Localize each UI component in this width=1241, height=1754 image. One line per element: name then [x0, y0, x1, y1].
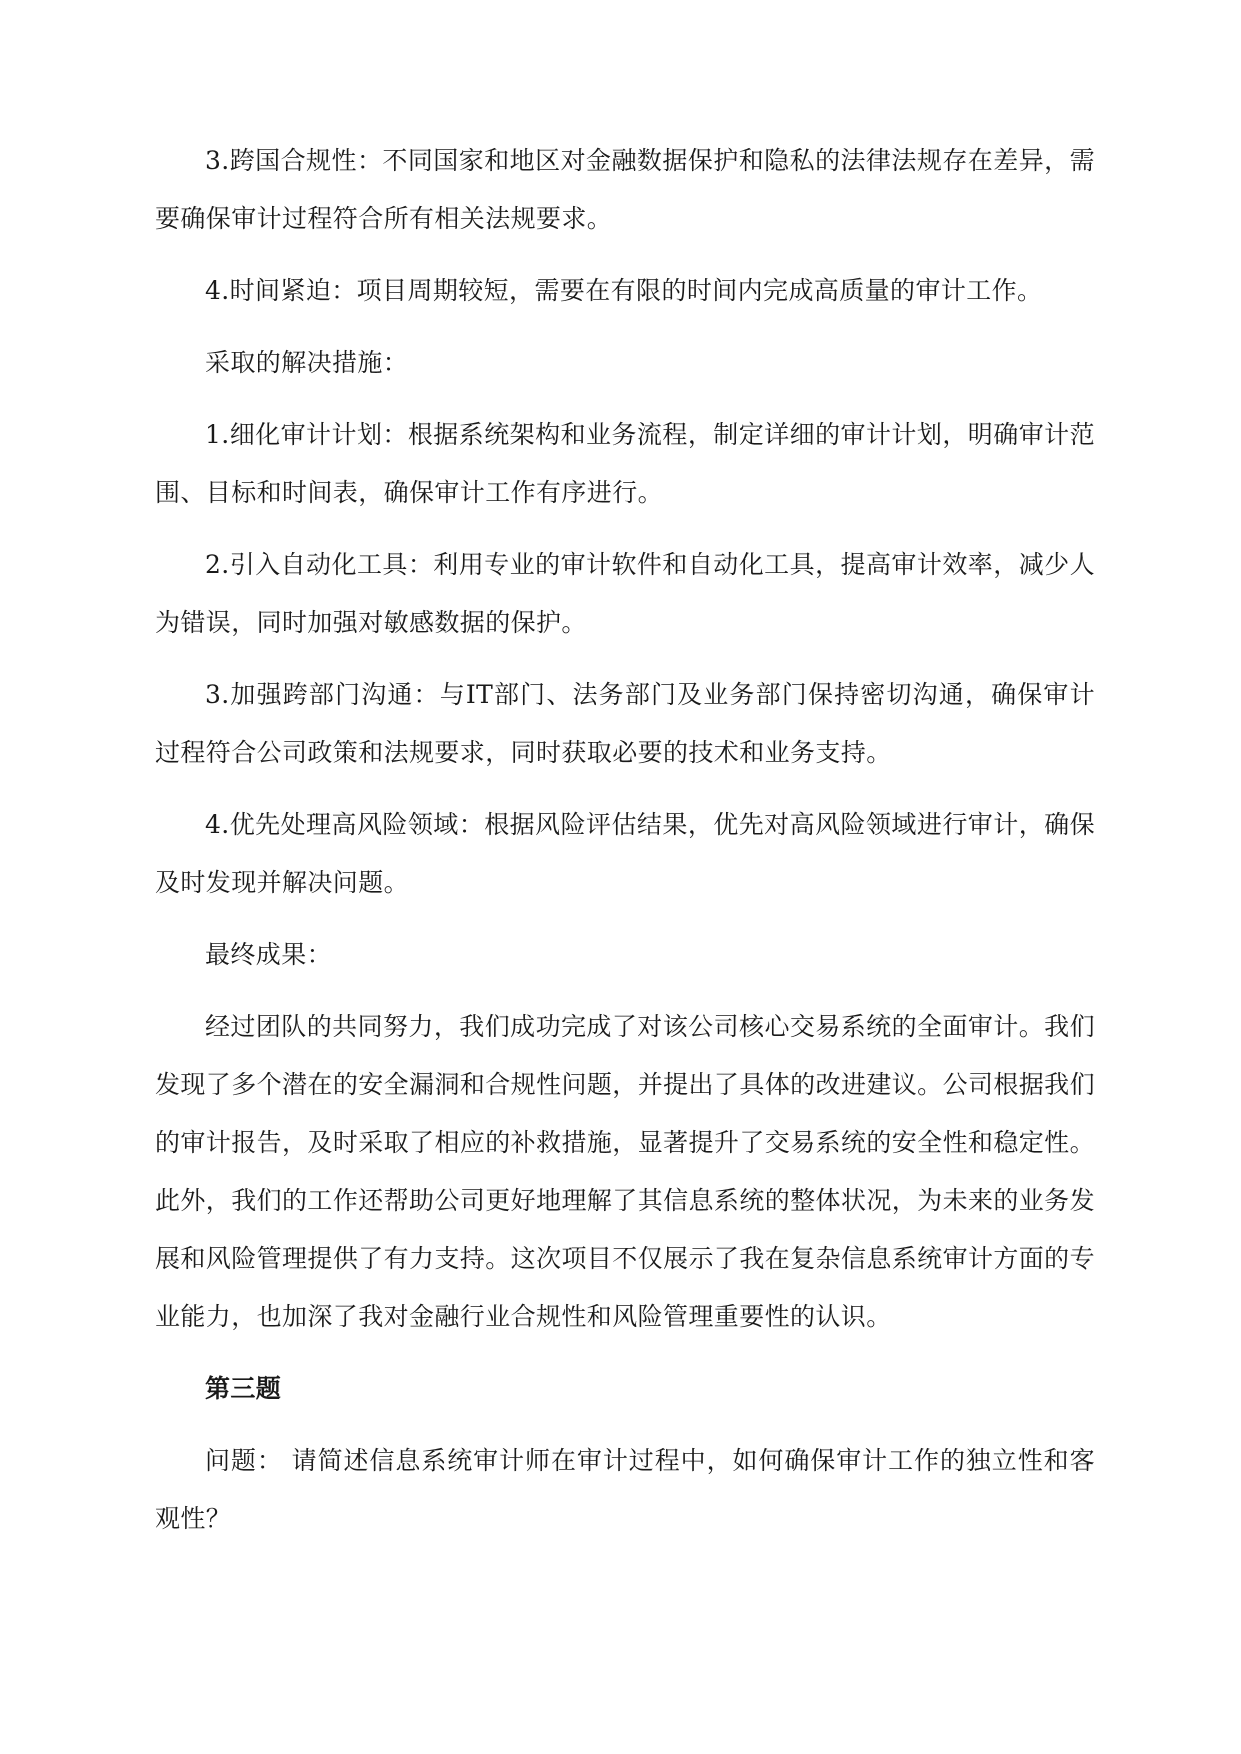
paragraph-high-risk-priority: 4.优先处理高风险领域：根据风险评估结果，优先对高风险领域进行审计，确保及时发现并解决问题。 [155, 810, 1095, 897]
paragraph-solutions-label: 采取的解决措施： [205, 348, 409, 377]
paragraph-automation-tools: 2.引入自动化工具：利用专业的审计软件和自动化工具，提高审计效率，减少人为错误，同时加强对敏感数据的保护。 [155, 550, 1095, 637]
section-heading: 第三题 [205, 1374, 282, 1403]
paragraph-final-results: 经过团队的共同努力，我们成功完成了对该公司核心交易系统的全面审计。我们发现了多个潜在的安全漏洞和合规性问题，并提出了具体的改进建议。公司根据我们的审计报告，及时采取了相应的补救措施，显著提升了交易系统的安全性和稳定性。此外，我们的工作还帮助公司更好地理解了其信息系统的整体状况，为未来的业务发展和风险管理提供了有力支持。这次项目不仅展示了我在复杂信息系统审计方面的专业能力，也加深了我对金融行业合规性和风险管理重要性的认识。 [155, 1012, 1095, 1331]
paragraph-time-pressure: 4.时间紧迫：项目周期较短，需要在有限的时间内完成高质量的审计工作。 [205, 276, 1043, 305]
paragraph-results-label: 最终成果： [205, 940, 333, 969]
paragraph-cross-border-compliance: 3.跨国合规性：不同国家和地区对金融数据保护和隐私的法律法规存在差异，需要确保审计过程符合所有相关法规要求。 [155, 146, 1095, 233]
question-text: 问题： 请简述信息系统审计师在审计过程中，如何确保审计工作的独立性和客观性？ [155, 1446, 1095, 1533]
document-page [155, 132, 1095, 1562]
paragraph-detailed-plan: 1.细化审计计划：根据系统架构和业务流程，制定详细的审计计划，明确审计范围、目标和时间表，确保审计工作有序进行。 [155, 420, 1095, 507]
paragraph-cross-department: 3.加强跨部门沟通：与IT部门、法务部门及业务部门保持密切沟通，确保审计过程符合公司政策和法规要求，同时获取必要的技术和业务支持。 [155, 680, 1095, 767]
